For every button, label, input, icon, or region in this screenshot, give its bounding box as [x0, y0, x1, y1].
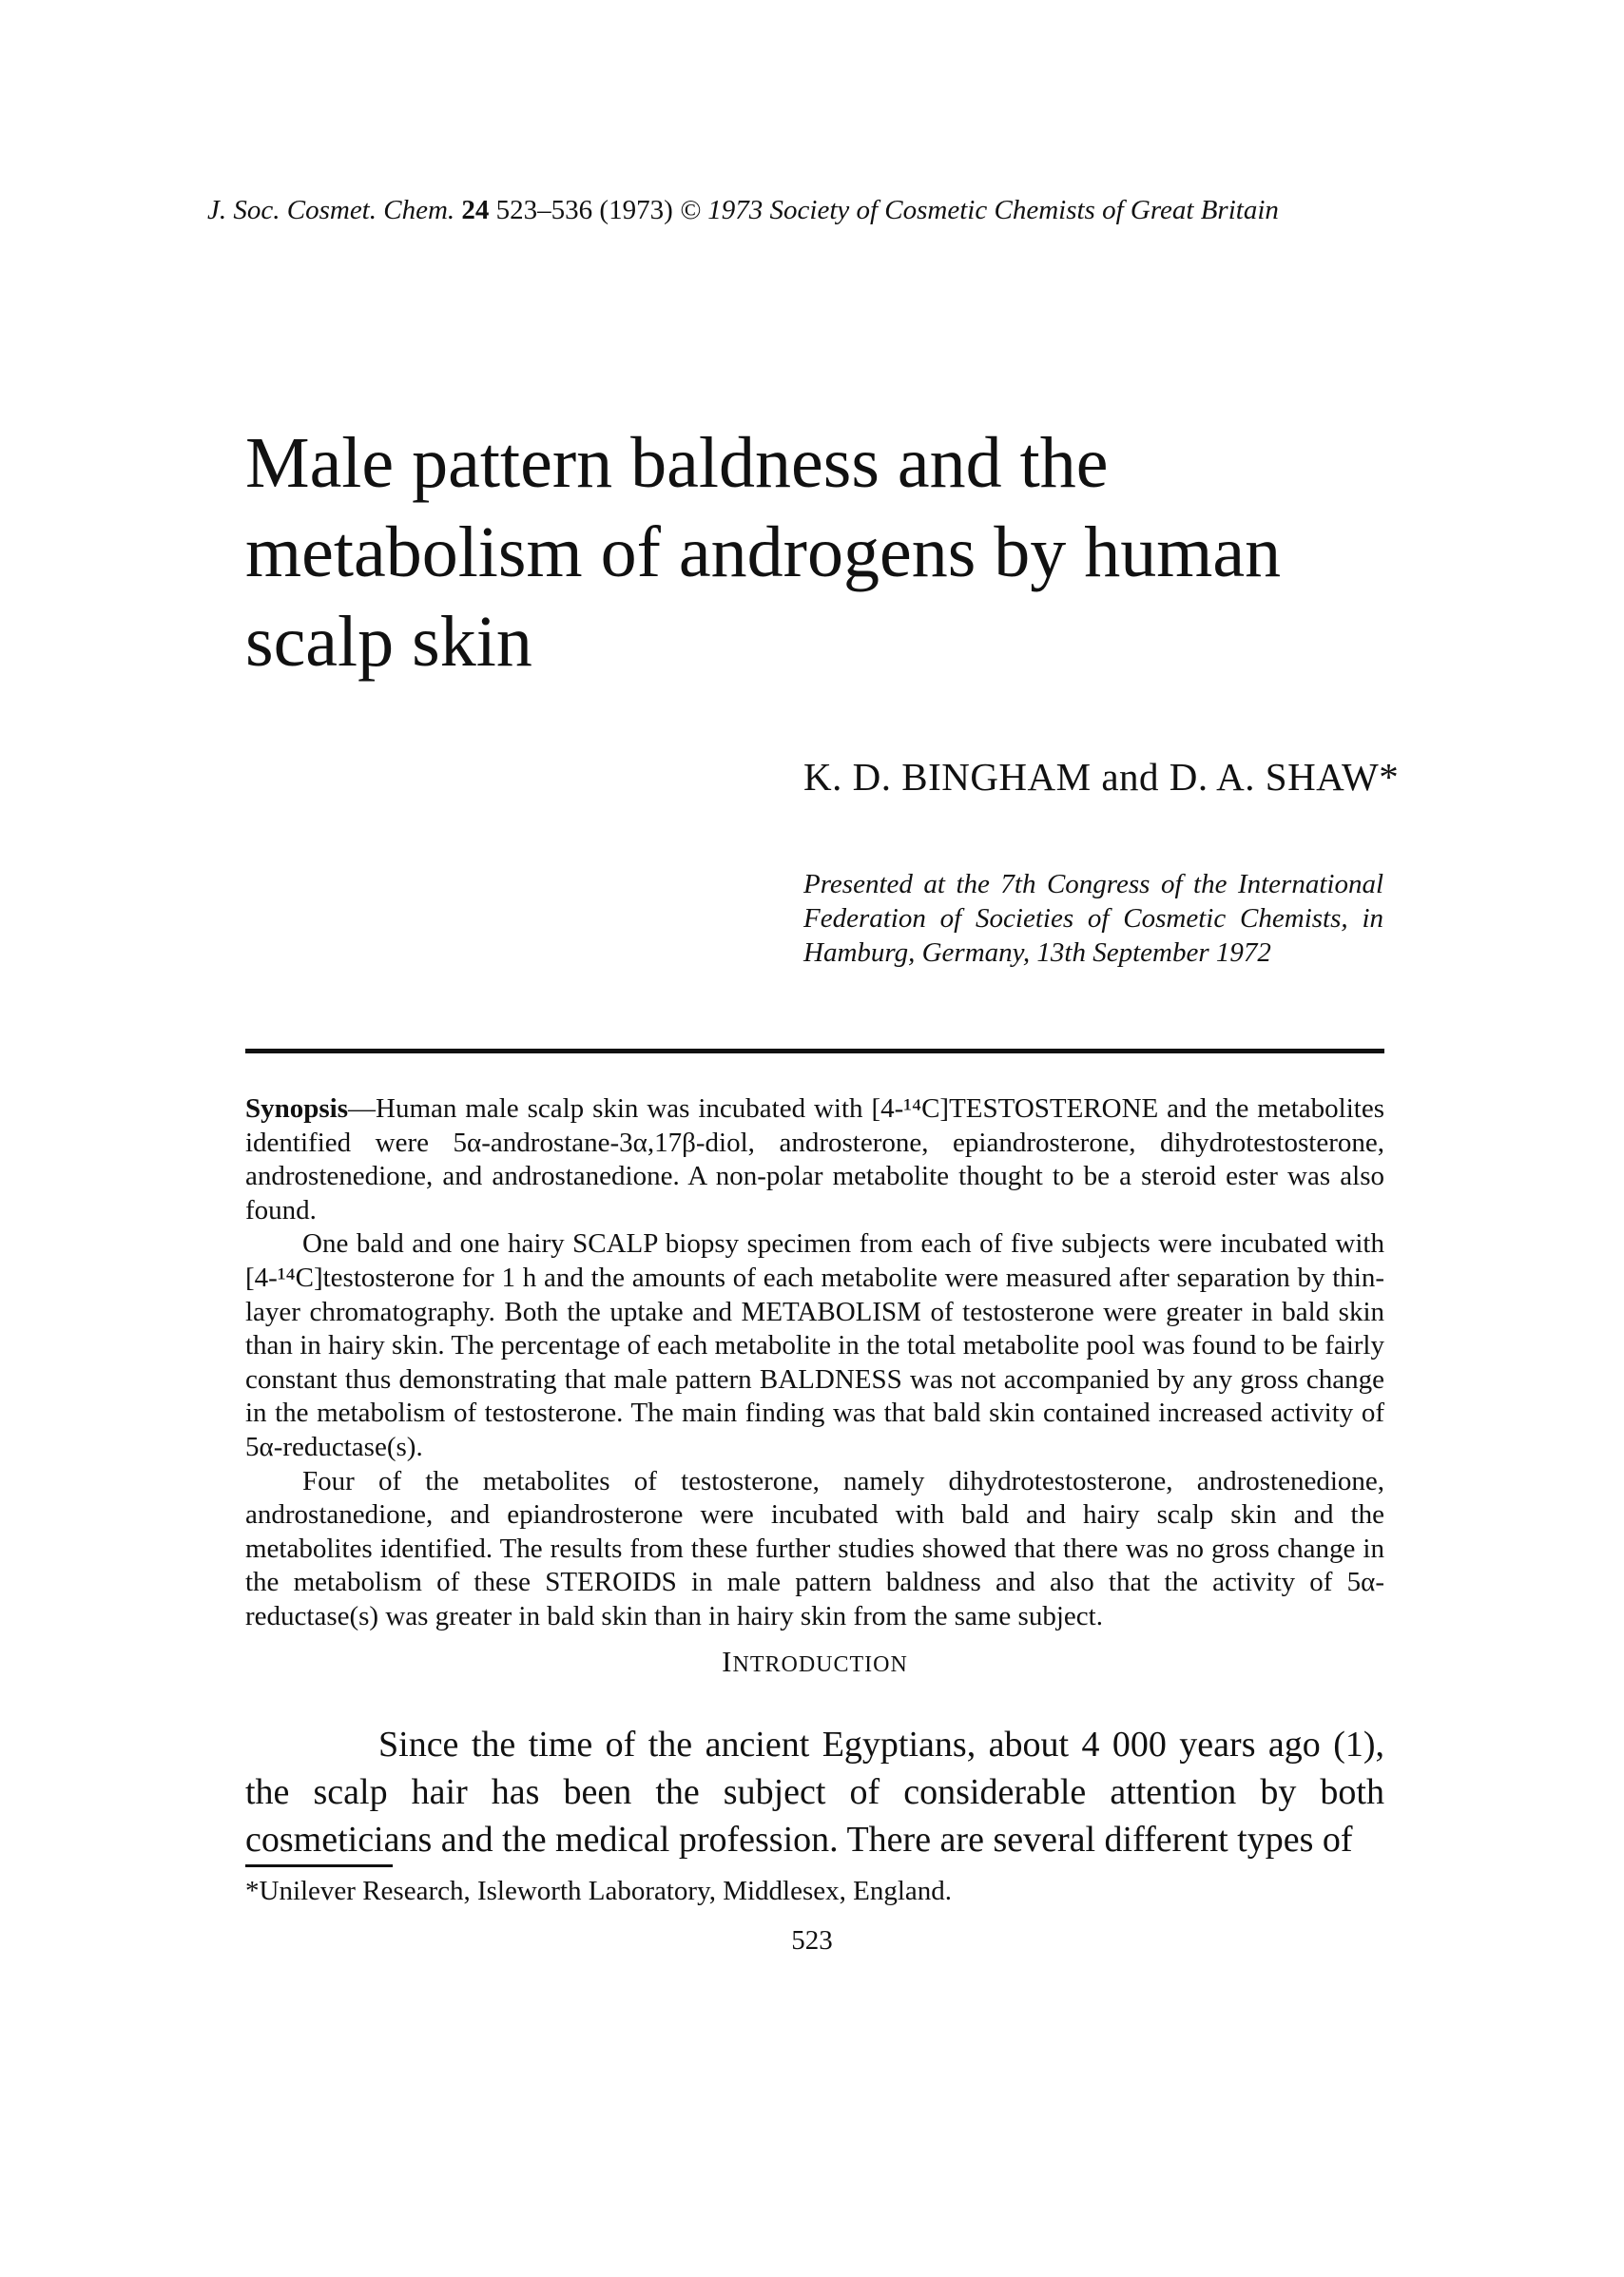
presentation-note: Presented at the 7th Congress of the International Federation of Societies of Cosmetic Chemists, in Hamburg, Germany, 13th September 1972: [803, 869, 1383, 968]
journal-pages-year: 523–536 (1973): [495, 195, 673, 225]
article-authors: K. D. BINGHAM and D. A. SHAW*: [803, 755, 1400, 799]
footnote-rule: [245, 1864, 393, 1867]
section-heading-introduction: [245, 1645, 1384, 1679]
abstract-synopsis: [245, 1092, 1384, 1634]
section-divider: [245, 1049, 1384, 1053]
abstract-paragraph-3: Four of the metabolites of testosterone, namely dihydrotestosterone, androstenedione, androstanedione, and epiandrosterone were incubated with bald and hairy scalp skin and the metabolites identified. The results from these further studies showed that there was no gross change in the metabolism of these STEROIDS in male pattern baldness and also that the activity of 5α-reductase(s) was greater in bald skin than in hairy skin from the same subject.: [245, 1465, 1384, 1631]
page-number: 523: [791, 1925, 833, 1956]
journal-name: J. Soc. Cosmet. Chem.: [207, 195, 455, 225]
article-title: Male pattern baldness and the metabolism of androgens by human scalp skin: [245, 423, 1282, 682]
synopsis-label: Synopsis: [245, 1093, 349, 1124]
copyright-notice: © 1973 Society of Cosmetic Chemists of Great Britain: [679, 195, 1279, 225]
introduction-paragraph: Since the time of the ancient Egyptians, about 4 000 years ago (1), the scalp hair has been the subject of considerable attention by both cosmeticians and the medical profession. There are several different types of: [245, 1725, 1384, 1860]
journal-volume: 24: [461, 195, 490, 225]
abstract-paragraph-1-text: —Human male scalp skin was incubated with [4-¹⁴C]TESTOSTERONE and the metabolites identified were 5α-androstane-3α,17β-diol, androsterone, epiandrosterone, dihydrotestosterone, androstenedione, and androstanedione. A non-polar metabolite thought to be a steroid ester was also found.: [245, 1093, 1384, 1225]
abstract-paragraph-1: [245, 1092, 1384, 1227]
journal-citation: [207, 195, 1434, 226]
author-affiliation-footnote: *Unilever Research, Isleworth Laboratory, Middlesex, England.: [245, 1876, 953, 1906]
heading-initial: I: [722, 1645, 733, 1678]
heading-rest: NTRODUCTION: [732, 1652, 908, 1677]
abstract-paragraph-2: One bald and one hairy SCALP biopsy specimen from each of five subjects were incubated with [4-¹⁴C]testosterone for 1 h and the amounts of each metabolite were measured after separation by thin-layer chromatography. Both the uptake and METABOLISM of testosterone were greater in bald skin than in hairy skin. The percentage of each metabolite in the total metabolite pool was found to be fairly constant thus demonstrating that male pattern BALDNESS was not accompanied by any gross change in the metabolism of testosterone. The main finding was that bald skin contained increased activity of 5α-reductase(s).: [245, 1228, 1384, 1462]
